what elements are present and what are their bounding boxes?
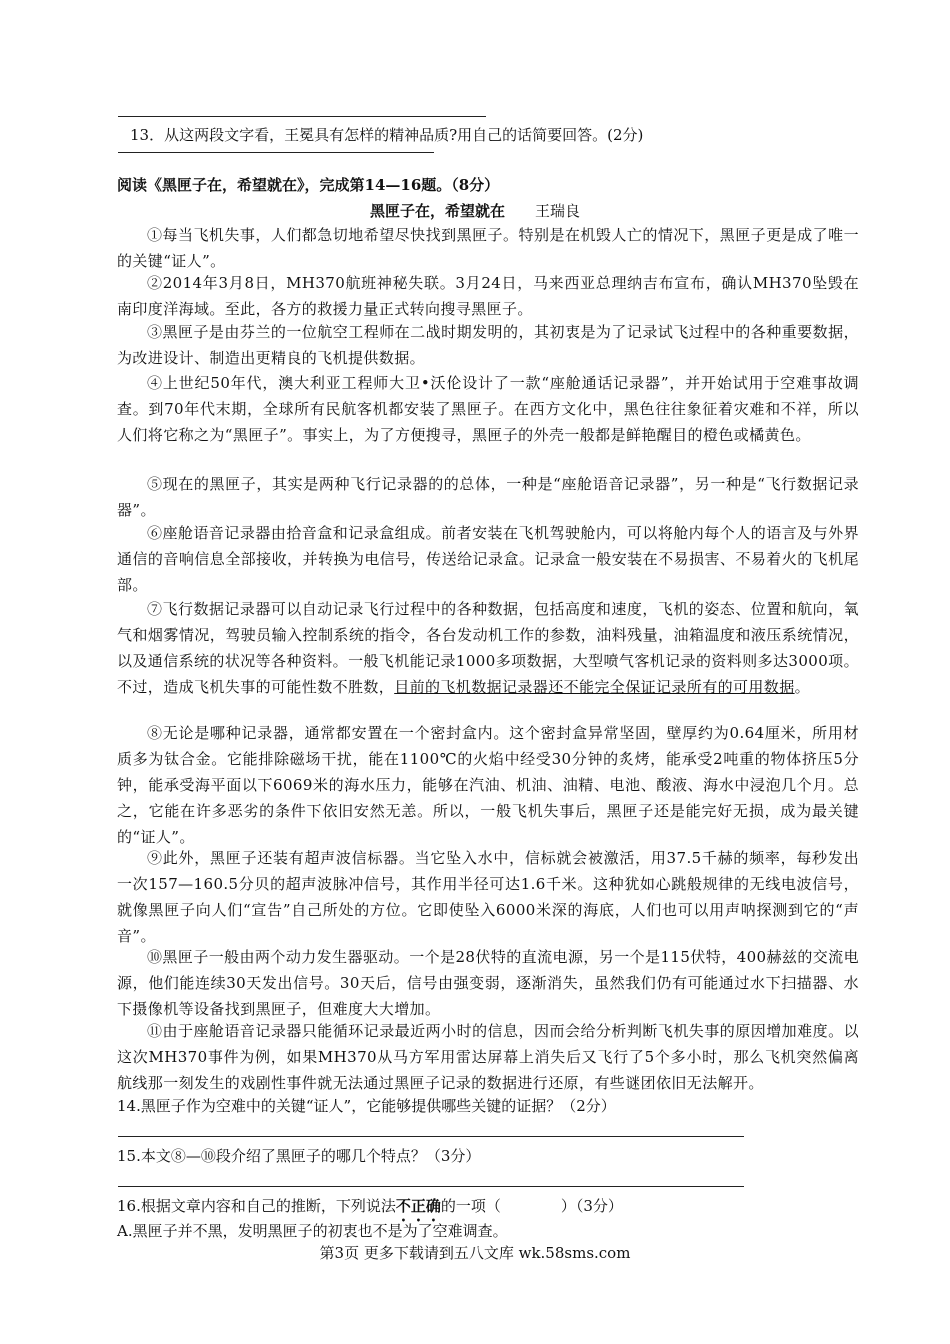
paragraph-3: ③黑匣子是由芬兰的一位航空工程师在二战时期发明的，其初衷是为了记录试飞过程中的各种重要数据，为改进设计、制造出更精良的飞机提供数据。 xyxy=(117,323,859,367)
reading-header: 阅读《黑匣子在，希望就在》，完成第14—16题。（8分） xyxy=(117,176,500,194)
option-a: A.黑匣子并不黑，发明黑匣子的初衷也不是为了空难调查。 xyxy=(117,1222,508,1240)
answer-line xyxy=(118,1136,744,1137)
paragraph-7-end: 。 xyxy=(794,678,811,696)
question-15: 15.本文⑧—⑩段介绍了黑匣子的哪几个特点？（3分） xyxy=(117,1147,481,1165)
paragraph-2: ②2014年3月8日，MH370航班神秘失联。3月24日，马来西亚总理纳吉布宣布，确认MH370坠毁在南印度洋海域。至此，各方的救援力量正式转向搜寻黑匣子。 xyxy=(117,274,859,318)
page-footer: 第3页 更多下载请到五八文库 wk.58sms.com xyxy=(319,1244,631,1262)
article-title: 黑匣子在，希望就在 xyxy=(369,202,505,220)
question-16-text-end: 的一项（ ）（3分） xyxy=(440,1197,623,1215)
underlined-sentence: 目前的飞机数据记录器还不能完全保证记录所有的可用数据 xyxy=(394,678,795,696)
paragraph-10: ⑩黑匣子一般由两个动力发生器驱动。一个是28伏特的直流电源，另一个是115伏特，400赫兹的交流电源，他们能连续30天发出信号。30天后，信号由强变弱，逐渐消失，虽然我们仍有可能通过水下扫描器、水下摄像机等设备找到黑匣子，但难度大大增加。 xyxy=(117,948,859,1018)
paragraph-11: ⑪由于座舱语音记录器只能循环记录最近两小时的信息，因而会给分析判断飞机失事的原因增加难度。以这次MH370事件为例，如果MH370从马方军用雷达屏幕上消失后又飞行了5个多小时，那么飞机突然偏离航线那一刻发生的戏剧性事件就无法通过黑匣子记录的数据进行还原，有些谜团依旧无法解开。 xyxy=(117,1022,859,1092)
paragraph-9: ⑨此外，黑匣子还装有超声波信标器。当它坠入水中，信标就会被激活，用37.5千赫的频率，每秒发出一次157—160.5分贝的超声波脉冲信号，其作用半径可达1.6千米。这种犹如心跳般规律的无线电波信号，就像黑匣子向人们“宣告”自己所处的方位。它即使坠入6000米深的海底，人们也可以用声呐探测到它的“声音”。 xyxy=(117,849,859,945)
paragraph-5: ⑤现在的黑匣子，其实是两种飞行记录器的的总体，一种是“座舱语音记录器”，另一种是“飞行数据记录器”。 xyxy=(117,475,859,519)
question-16-text: 16.根据文章内容和自己的推断，下列说法 xyxy=(117,1197,396,1215)
question-13: 13．从这两段文字看，王冕具有怎样的精神品质?用自己的话简要回答。(2分) xyxy=(130,126,644,144)
paragraph-8: ⑧无论是哪种记录器，通常都安置在一个密封盒内。这个密封盒异常坚固，壁厚约为0.64厘米，所用材质多为钛合金。它能排除磁场干扰，能在1100℃的火焰中经受30分钟的炙烤，能承受2吨重的物体挤压5分钟，能承受海平面以下6069米的海水压力，能够在汽油、机油、油精、电池、酸液、海水中浸泡几个月。总之，它能在许多恶劣的条件下依旧安然无恙。所以，一般飞机失事后，黑匣子还是能完好无损，成为最关键的“证人”。 xyxy=(117,724,859,846)
paragraph-6: ⑥座舱语音记录器由拾音盒和记录盒组成。前者安装在飞机驾驶舱内，可以将舱内每个人的语言及与外界通信的音响信息全部接收，并转换为电信号，传送给记录盒。记录盒一般安装在不易损害、不易着火的飞机尾部。 xyxy=(117,524,859,594)
answer-line xyxy=(118,152,434,153)
paragraph-1: ①每当飞机失事，人们都急切地希望尽快找到黑匣子。特别是在机毁人亡的情况下，黑匣子更是成了唯一的关键“证人”。 xyxy=(117,226,859,270)
answer-line xyxy=(118,116,486,117)
paragraph-7 xyxy=(117,596,859,700)
article-title-row xyxy=(0,198,950,224)
paragraph-7-text: ⑦飞行数据记录器可以自动记录飞行过程中的各种数据，包括高度和速度，飞机的姿态、位置和航向，氧气和烟雾情况，驾驶员输入控制系统的指令，各台发动机工作的参数，油料残量，油箱温度和液压系统情况，以及通信系统的状况等各种资料。一般飞机能记录1000多项数据，大型喷气客机记录的资料则多达3000项。不过，造成飞机失事的可能性数不胜数， xyxy=(117,600,859,696)
question-14: 14.黑匣子作为空难中的关键“证人”，它能够提供哪些关键的证据？（2分） xyxy=(117,1097,616,1115)
paragraph-4: ④上世纪50年代，澳大利亚工程师大卫•沃伦设计了一款“座舱通话记录器”，并开始试用于空难事故调查。到70年代末期，全球所有民航客机都安装了黑匣子。在西方文化中，黑色往往象征着灾难和不祥，所以人们将它称之为“黑匣子”。事实上，为了方便搜寻，黑匣子的外壳一般都是鲜艳醒目的橙色或橘黄色。 xyxy=(117,374,859,444)
answer-line xyxy=(118,1186,744,1187)
article-author: 王瑞良 xyxy=(535,202,581,220)
emphasized-text: 不正确 xyxy=(395,1197,441,1215)
